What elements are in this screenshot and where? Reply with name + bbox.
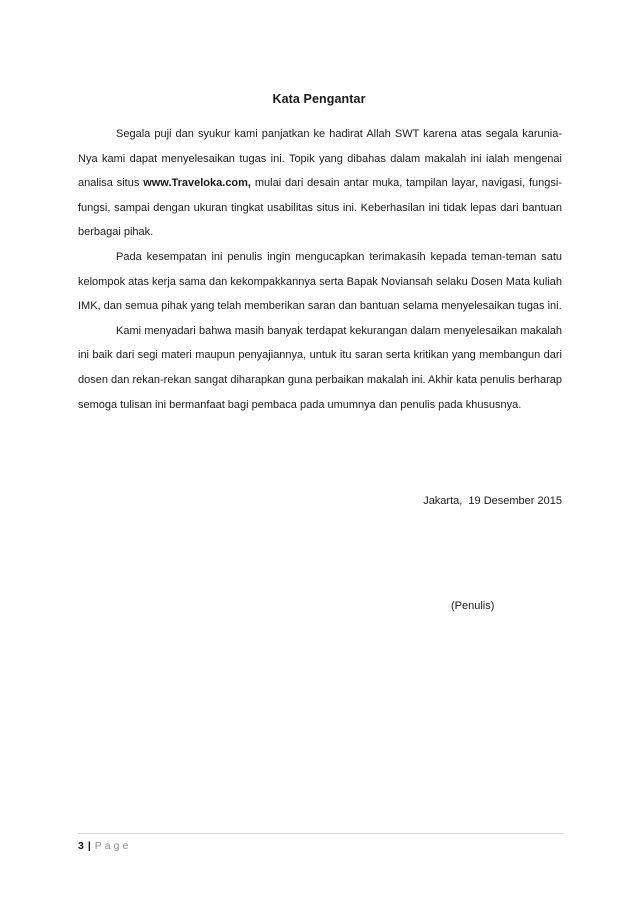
paragraph-3: Kami menyadari bahwa masih banyak terdapat kekurangan dalam menyelesaikan makalah ini baik dari segi materi maupun penyajiannya, untuk itu saran serta kritikan yang membangun dari dosen dan rekan-rekan sangat diharapkan guna perbaikan makalah ini. Akhir kata penulis berharap semoga tulisan ini bermanfaat bagi pembaca pada umumnya dan penulis pada khususnya.	[78, 324, 562, 411]
page-title: Kata Pengantar	[272, 92, 366, 106]
document-body	[78, 122, 562, 417]
page-footer	[78, 840, 131, 852]
footer-separator: |	[87, 840, 91, 852]
author-signature: (Penulis)	[451, 600, 495, 612]
paragraph-1-text-after: mulai dari desain antar muka, tampilan layar, navigasi, fungsi-fungsi, sampai dengan ukuran tingkat usabilitas situs ini. Keberhasilan ini tidak lepas dari bantuan berbagai pihak.	[78, 177, 563, 239]
place-date: Jakarta, 19 Desember 2015	[423, 495, 562, 507]
paragraph-1-text-before: Segala puji dan syukur kami panjatkan ke hadirat Allah SWT karena atas segala karunia-Nya kami dapat menyelesaikan tugas ini. Topik yang dibahas dalam makalah ini ialah mengenai analisa situs	[78, 128, 562, 190]
page-number: 3	[78, 840, 84, 852]
paragraph-2: Pada kesempatan ini penulis ingin mengucapkan terimakasih kepada teman-teman satu kelompok atas kerja sama dan kekompakkannya serta Bapak Noviansah selaku Dosen Mata kuliah IMK, dan semua pihak yang telah memberikan saran dan bantuan selama menyelesaikan tugas ini.	[78, 250, 562, 313]
footer-divider	[78, 833, 564, 834]
paragraph-1	[78, 122, 562, 245]
paragraph-1-website: www.Traveloka.com,	[143, 177, 251, 190]
page-label: Page	[94, 840, 132, 852]
